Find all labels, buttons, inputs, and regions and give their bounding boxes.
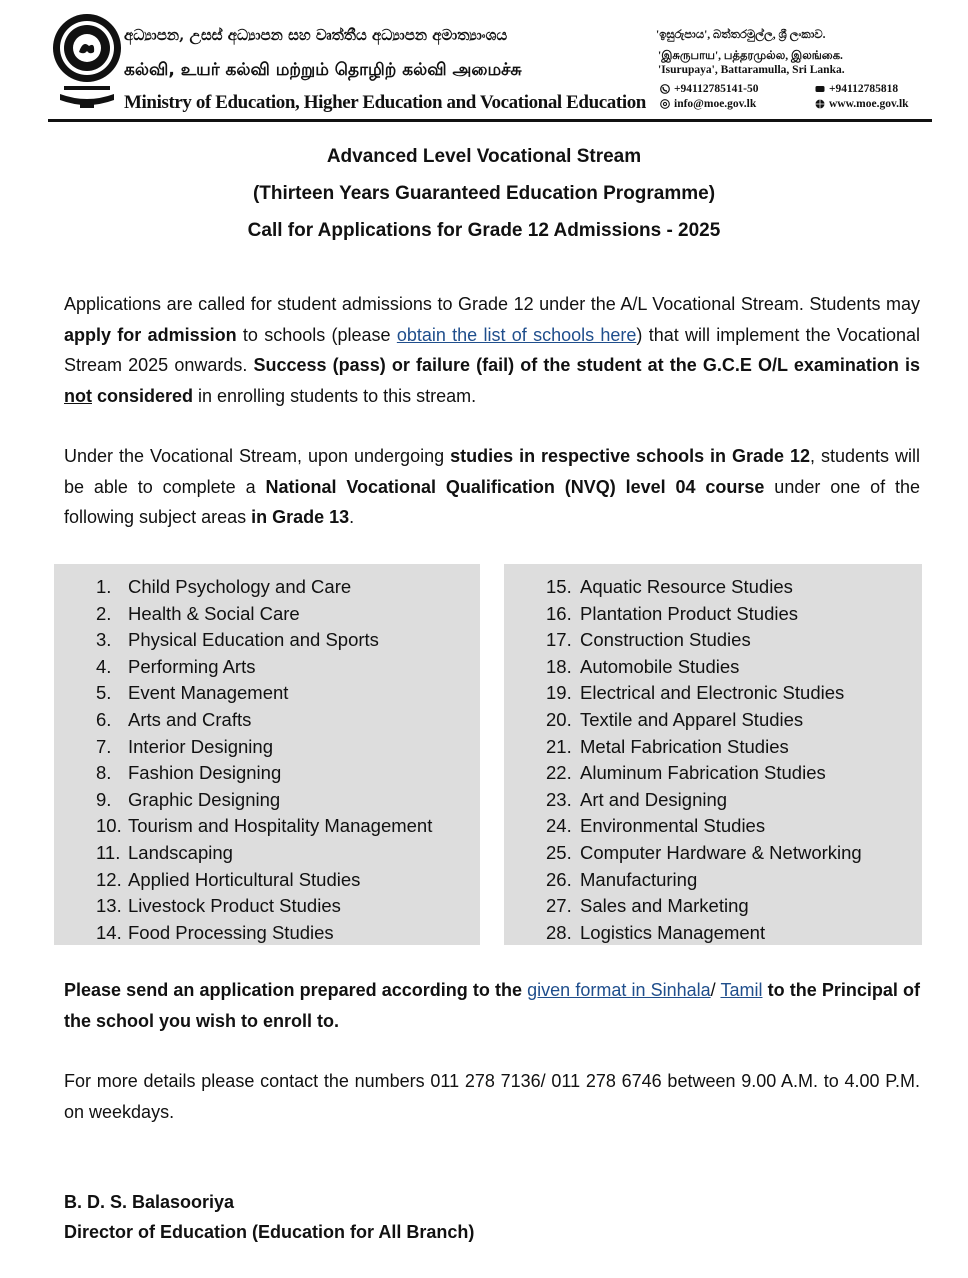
subject-name: Environmental Studies (580, 815, 766, 837)
subject-item (546, 787, 862, 814)
para2-text-3: under one of the following subject areas (64, 476, 921, 527)
subject-name: Metal Fabrication Studies (580, 735, 789, 757)
para1-bold-considered: considered (91, 385, 194, 406)
subject-item (546, 627, 862, 654)
contact-email (660, 98, 756, 110)
subject-name: Child Psychology and Care (128, 576, 352, 597)
subject-item (96, 867, 432, 894)
subject-number: 27. (546, 895, 572, 917)
subject-name: Livestock Product Studies (128, 895, 341, 917)
subject-number: 19. (546, 682, 572, 704)
contact-phone (660, 83, 759, 95)
subject-item (546, 680, 862, 707)
subject-item (546, 813, 862, 840)
subjects-panel-left (54, 564, 480, 945)
para2-bold-nvq: National Vocational Qualification (NVQ) level 04 course (265, 476, 765, 497)
letterhead (48, 6, 932, 116)
para3-bold-2: to the Principal of the school you wish to enroll to. (64, 980, 921, 1031)
subject-number: 20. (546, 708, 572, 730)
subject-name: Textile and Apparel Studies (580, 708, 804, 730)
subject-name: Manufacturing (580, 868, 698, 890)
para1-bold-apply: apply for admission (64, 324, 237, 345)
subject-item (96, 840, 432, 867)
subject-item (546, 654, 862, 681)
subject-number: 6. (96, 708, 112, 730)
subject-name: Landscaping (128, 841, 233, 863)
subjects-list-right (546, 574, 862, 946)
signatory-name: B. D. S. Balasooriya (64, 1192, 235, 1212)
subject-item (546, 601, 862, 628)
subject-number: 14. (96, 921, 122, 943)
subject-item (96, 787, 432, 814)
para2-bold-studies: studies in respective schools in Grade 12 (450, 446, 811, 466)
para1-text-1: Applications are called for student admissions to Grade 12 under the A/L Vocational Stream. Students may (64, 294, 920, 314)
subject-name: Automobile Studies (580, 655, 740, 677)
subject-item (96, 627, 432, 654)
page-title: Advanced Level Vocational Stream (326, 146, 642, 167)
subject-name: Event Management (128, 682, 289, 704)
para1-text-4: in enrolling students to this stream. (193, 385, 477, 406)
subject-number: 11. (96, 841, 121, 863)
subject-item (546, 734, 862, 761)
subject-name: Construction Studies (580, 629, 751, 651)
subject-number: 2. (96, 602, 112, 624)
para1-bold-not: not (64, 385, 92, 406)
para2-bold-grade13: in Grade 13 (251, 507, 350, 527)
contact-fax (815, 83, 898, 95)
subject-item (96, 574, 432, 601)
fax-number: +94112785818 (829, 83, 899, 95)
subject-item (96, 654, 432, 681)
subject-name: Computer Hardware & Networking (580, 841, 862, 863)
para3-bold-1: Please send an application prepared according to the (64, 980, 528, 1000)
subject-number: 15. (546, 576, 572, 597)
subject-item (96, 707, 432, 734)
phone-number: +94112785141-50 (674, 83, 759, 95)
subject-name: Fashion Designing (128, 762, 282, 784)
call-for-applications-title: Call for Applications for Grade 12 Admissions - 2025 (247, 220, 721, 241)
subject-item (96, 813, 432, 840)
letterhead-english-address: 'Isurupaya', Battaramulla, Sri Lanka. (658, 64, 845, 76)
national-emblem-icon (50, 8, 124, 110)
subject-name: Physical Education and Sports (128, 629, 379, 651)
subject-name: Electrical and Electronic Studies (580, 682, 845, 704)
subject-item (546, 867, 862, 894)
subject-name: Food Processing Studies (128, 921, 334, 943)
subject-number: 13. (96, 895, 122, 917)
subject-number: 5. (96, 682, 112, 704)
letterhead-sinhala-title: අධ්‍යාපන, උසස් අධ්‍යාපන සහ වෘත්තීය අධ්‍යාපන අමාත්‍යාංශය (124, 26, 508, 44)
school-list-link[interactable]: obtain the list of schools here (396, 324, 637, 345)
para2-text-1: Under the Vocational Stream, upon undergoing (64, 446, 451, 466)
subject-item (96, 893, 432, 920)
subject-name: Graphic Designing (128, 788, 281, 810)
letterhead-english-title: Ministry of Education, Higher Education and Vocational Education (124, 92, 646, 113)
subject-item (546, 760, 862, 787)
email-icon (660, 99, 670, 109)
letterhead-tamil-title: கல்வி, உயர் கல்வி மற்றும் தொழிற் கல்வி அமைச்சு (124, 60, 522, 80)
tamil-format-link[interactable]: Tamil (720, 980, 763, 1000)
subjects-panel-right (504, 564, 922, 945)
para3-slash: / (710, 980, 721, 1000)
contact-website (815, 98, 909, 110)
subject-item (96, 760, 432, 787)
subject-item (96, 601, 432, 628)
subject-number: 10. (96, 815, 122, 837)
para1-text-3: ) that will implement the Vocational Stream 2025 onwards. (64, 324, 920, 375)
para2-text-4: . (349, 507, 355, 527)
subject-number: 17. (546, 629, 572, 651)
subject-number: 22. (546, 762, 572, 784)
subject-name: Plantation Product Studies (580, 602, 799, 624)
subject-name: Health & Social Care (128, 602, 300, 624)
contact-details-paragraph: For more details please contact the numbers 011 278 7136/ 011 278 6746 between 9.00 A.M. to 4.00 P.M. on weekdays. (64, 1071, 920, 1122)
subject-number: 25. (546, 841, 572, 863)
signatory-title: Director of Education (Education for All Branch) (64, 1222, 475, 1242)
website-url[interactable]: www.moe.gov.lk (829, 98, 909, 110)
fax-icon (815, 84, 825, 94)
subject-number: 28. (546, 921, 572, 943)
subject-number: 23. (546, 788, 572, 810)
phone-icon (660, 84, 670, 94)
subject-number: 7. (96, 735, 112, 757)
subject-number: 16. (546, 602, 572, 624)
subject-number: 18. (546, 655, 572, 677)
subject-name: Aquatic Resource Studies (580, 576, 793, 597)
subject-name: Sales and Marketing (580, 895, 749, 917)
email-address[interactable]: info@moe.gov.lk (674, 98, 757, 110)
subject-item (546, 840, 862, 867)
subject-name: Aluminum Fabrication Studies (580, 762, 826, 784)
subject-item (96, 734, 432, 761)
application-instruction (64, 975, 920, 1036)
page-subtitle: (Thirteen Years Guaranteed Education Programme) (252, 183, 716, 204)
para1-bold-success: Success (pass) or failure (fail) of the student at the G.C.E O/L examination is (253, 355, 920, 375)
sinhala-format-link[interactable]: given format in Sinhala (527, 980, 711, 1000)
para2-text-2: , students will be able to complete a (64, 446, 921, 497)
subject-number: 26. (546, 868, 572, 890)
nvq-paragraph (64, 441, 920, 533)
subject-number: 24. (546, 815, 572, 837)
subject-name: Tourism and Hospitality Management (128, 815, 433, 837)
subject-number: 4. (96, 655, 112, 677)
subject-name: Applied Horticultural Studies (128, 868, 361, 890)
subject-name: Art and Designing (580, 788, 728, 810)
subject-number: 8. (96, 762, 112, 784)
letterhead-tamil-address: 'இசுருபாய', பத்தரமுல்ல, இலங்கை. (658, 50, 843, 62)
subject-item (546, 893, 862, 920)
subject-number: 21. (546, 735, 572, 757)
subject-item (546, 920, 862, 947)
subject-name: Performing Arts (128, 655, 256, 677)
globe-icon (815, 99, 825, 109)
subject-number: 1. (96, 576, 112, 597)
subjects-list-left (96, 574, 432, 946)
subject-item (546, 574, 862, 601)
subject-number: 12. (96, 868, 122, 890)
subject-item (546, 707, 862, 734)
subject-item (96, 680, 432, 707)
subject-item (96, 920, 432, 947)
subject-number: 3. (96, 629, 112, 651)
para1-text-2: to schools (please (236, 324, 397, 345)
intro-paragraph (64, 289, 920, 411)
letterhead-sinhala-address: 'ඉසුරුපාය', බත්තරමුල්ල, ශ්‍රී ලංකාව. (656, 29, 826, 41)
subject-name: Arts and Crafts (128, 708, 252, 730)
subject-name: Interior Designing (128, 735, 273, 757)
subject-name: Logistics Management (580, 921, 766, 943)
subject-number: 9. (96, 788, 112, 810)
letterhead-divider (48, 119, 932, 122)
